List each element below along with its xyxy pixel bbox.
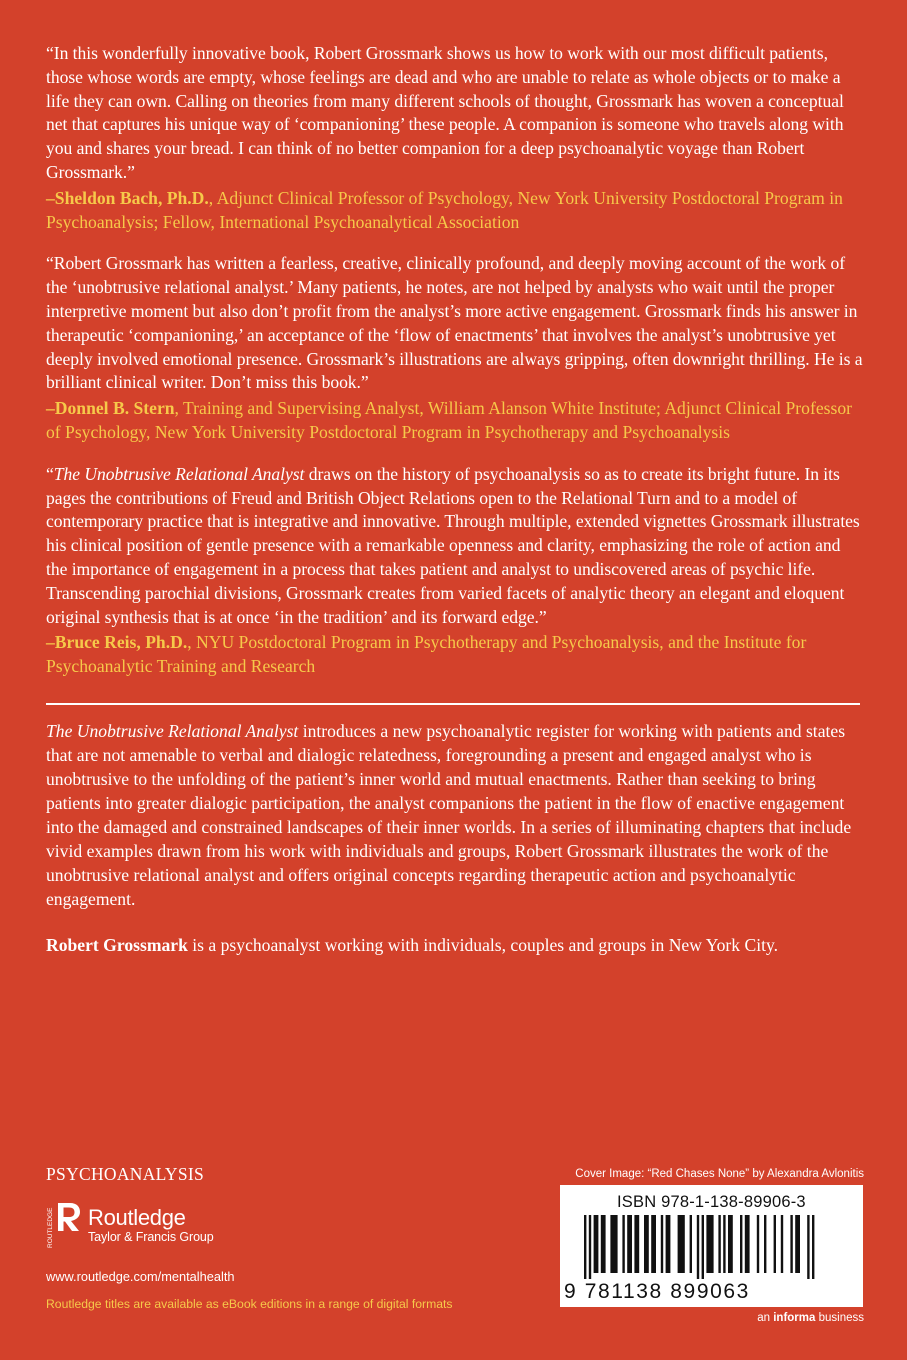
endorsement-author: –Donnel B. Stern: [46, 398, 175, 419]
endorsement-quote: “In this wonderfully innovative book, Robert Grossmark shows us how to work with our most difficult patients, those whose words are empty, whose feelings are dead and who are unable to relate as whole objects or to make a life they can own. Calling on theories from many different schools of thought, Grossmark has woven a conceptual net that captures his unique way of ‘companioning’ these people. A companion is someone who travels along with you and shares your bread. I can think of no better companion for a deep psychoanalytic voyage than Robert Grossmark.”: [46, 43, 844, 182]
isbn-text: ISBN 978-1-138-89906-3: [617, 1193, 806, 1211]
book-title-italic: The Unobtrusive Relational Analyst: [53, 463, 305, 484]
endorsement-2: [46, 252, 864, 444]
ebook-note: Routledge titles are available as eBook editions in a range of digital formats: [46, 1297, 453, 1311]
endorsement-affiliation: , Training and Supervising Analyst, William Alanson White Institute; Adjunct Clinical Professor of Psychology, New York University Postdoctoral Program in Psychotherapy and Psychoanalysis: [46, 398, 852, 442]
endorsement-attribution: [46, 187, 864, 235]
publisher-url[interactable]: www.routledge.com/mentalhealth: [46, 1269, 235, 1284]
endorsement-attribution: [46, 631, 864, 679]
barcode-icon: [584, 1215, 844, 1279]
endorsement-1: [46, 42, 864, 234]
ean-digits: 9 781138 899063: [564, 1280, 750, 1303]
endorsement-3: [46, 463, 864, 679]
cover-image-credit: Cover Image: “Red Chases None” by Alexandra Avlonitis: [575, 1168, 864, 1180]
routledge-logo: [46, 1201, 516, 1249]
endorsement-author: –Bruce Reis, Ph.D.: [46, 632, 188, 653]
author-name: Robert Grossmark: [46, 934, 188, 955]
endorsement-affiliation: , Adjunct Clinical Professor of Psychology, New York University Postdoctoral Program in Psychoanalysis; Fellow, International Psychoanalytical Association: [46, 187, 843, 232]
barcode-area: [560, 1168, 864, 1324]
endorsement-attribution: [46, 397, 864, 445]
endorsement-quote: “The Unobtrusive Relational Analyst draws on the history of psychoanalysis so as to create its bright future. In its pages the contributions of Freud and British Object Relations open to the Relational Turn and to a model of contemporary practice that is integrative and innovative. Through multiple, extended vignettes Grossmark illustrates his clinical position of gentle presence with a remarkable openness and clarity, emphasizing the role of action and the importance of engagement in a process that takes patient and analyst to undiscovered areas of psychic life. Transcending parochial divisions, Grossmark creates from varied facets of analytic theory an elegant and eloquent original synthesis that is at once ‘in the tradition’ and its forward edge.”: [46, 463, 860, 627]
publisher-group: Taylor & Francis Group: [88, 1230, 214, 1244]
endorsement-affiliation: , NYU Postdoctoral Program in Psychotherapy and Psychoanalysis, and the Institute for Psychoanalytic Training and Research: [46, 632, 807, 677]
divider: [46, 703, 860, 705]
book-description: The Unobtrusive Relational Analyst introduces a new psychoanalytic register for working with patients and states that are not amenable to verbal and dialogic relatedness, foregrounding a present and engaged analyst who is unobtrusive to the unfolding of the patient’s inner world and mutual enactments. Rather than seeking to bring patients into greater dialogic participation, the analyst companions the patient in the flow of enactive engagement into the damaged and constrained landscapes of their inner worlds. In a series of illuminating chapters that include vivid examples drawn from his work with individuals and groups, Robert Grossmark illustrates the work of the unobtrusive relational analyst and offers original concepts regarding therapeutic action and psychoanalytic engagement.: [46, 720, 852, 909]
publisher-name: Routledge: [88, 1205, 186, 1230]
subject-category: PSYCHOANALYSIS: [46, 1164, 205, 1184]
informa-tagline: an informa business: [757, 1312, 864, 1324]
endorsement-quote: “Robert Grossmark has written a fearless, creative, clinically profound, and deeply moving account of the work of the ‘unobtrusive relational analyst.’ Many patients, he notes, are not helped by analysts who wait until the proper interpretive moment but also don’t profit from the analyst’s more active engagement. Grossmark finds his answer in therapeutic ‘companioning,’ an acceptance of the ‘flow of enactments’ that involves the analyst’s unobtrusive yet deeply involved emotional presence. Grossmark’s illustrations are always gripping, often downright thrilling. He is a brilliant clinical writer. Don’t miss this book.”: [46, 253, 863, 393]
publisher-footer: [46, 1164, 516, 1311]
barcode-panel: [560, 1185, 863, 1307]
svg-text:ROUTLEDGE: ROUTLEDGE: [47, 1207, 54, 1248]
book-title-italic: The Unobtrusive Relational Analyst: [46, 720, 299, 741]
author-bio: Robert Grossmark is a psychoanalyst working with individuals, couples and groups in New York City.: [46, 934, 779, 955]
endorsement-author: –Sheldon Bach, Ph.D.: [46, 187, 209, 208]
routledge-logo-icon: [46, 1201, 82, 1249]
back-cover-text: [46, 42, 864, 957]
